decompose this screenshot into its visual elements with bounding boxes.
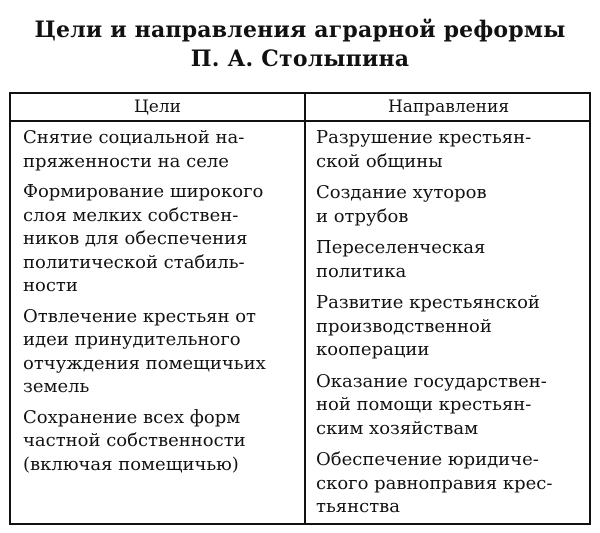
direction-item-line: политика <box>316 260 407 282</box>
goal-item-line: пряженности на селе <box>23 150 229 172</box>
direction-item <box>316 181 588 228</box>
goals-column <box>23 126 299 483</box>
goal-item-line: Формирование широкого <box>23 181 264 202</box>
title-line-2: П. А. Столыпина <box>190 46 410 72</box>
direction-item-line: Разрушение крестьян- <box>316 127 532 148</box>
goal-item-line: (включая помещичью) <box>23 453 239 475</box>
header-directions: Направления <box>387 97 510 117</box>
direction-item-line: Обеспечение юридиче- <box>316 449 539 470</box>
goal-item-line: политической стабиль- <box>23 251 245 273</box>
page-title <box>0 16 600 74</box>
goal-item <box>23 406 299 477</box>
direction-item <box>316 448 588 519</box>
goal-item <box>23 180 299 298</box>
goal-item <box>23 305 299 399</box>
direction-item <box>316 236 588 283</box>
direction-item-line: Оказание государствен- <box>316 370 547 392</box>
direction-item-line: производственной <box>316 315 492 337</box>
direction-item-line: ской общины <box>316 150 443 172</box>
direction-item-line: ским хозяйствам <box>316 417 479 439</box>
goal-item-line: ников для обеспечения <box>23 228 248 249</box>
goal-item-line: земель <box>23 376 90 397</box>
goal-item-line: идеи принудительного <box>23 329 241 350</box>
direction-item-line: Развитие крестьянской <box>316 292 540 313</box>
goal-item-line: ности <box>23 275 78 296</box>
direction-item-line: Создание хуторов <box>316 182 487 203</box>
reform-table <box>9 92 591 525</box>
table-header-row <box>11 94 589 122</box>
goal-item-line: частной собственности <box>23 430 246 451</box>
direction-item-line: и отрубов <box>316 205 409 227</box>
goal-item-line: Отвлечение крестьян от <box>23 305 256 327</box>
title-line-1: Цели и направления аграрной реформы <box>34 17 566 43</box>
direction-item <box>316 126 588 173</box>
goal-item-line: слоя мелких собствен- <box>23 204 239 226</box>
direction-item-line: кооперации <box>316 339 430 360</box>
direction-item <box>316 291 588 362</box>
goal-item-line: Снятие социальной на- <box>23 127 245 148</box>
direction-item-line: Переселенческая <box>316 237 486 258</box>
header-goals: Цели <box>133 97 181 117</box>
direction-item <box>316 370 588 441</box>
directions-column <box>316 126 588 527</box>
goal-item <box>23 126 299 173</box>
goal-item-line: Сохранение всех форм <box>23 406 241 428</box>
column-divider <box>304 94 306 523</box>
goal-item-line: отчуждения помещичьих <box>23 352 266 374</box>
direction-item-line: тьянства <box>316 496 401 517</box>
direction-item-line: ского равноправия крес- <box>316 472 553 494</box>
direction-item-line: ной помощи крестьян- <box>316 394 532 415</box>
